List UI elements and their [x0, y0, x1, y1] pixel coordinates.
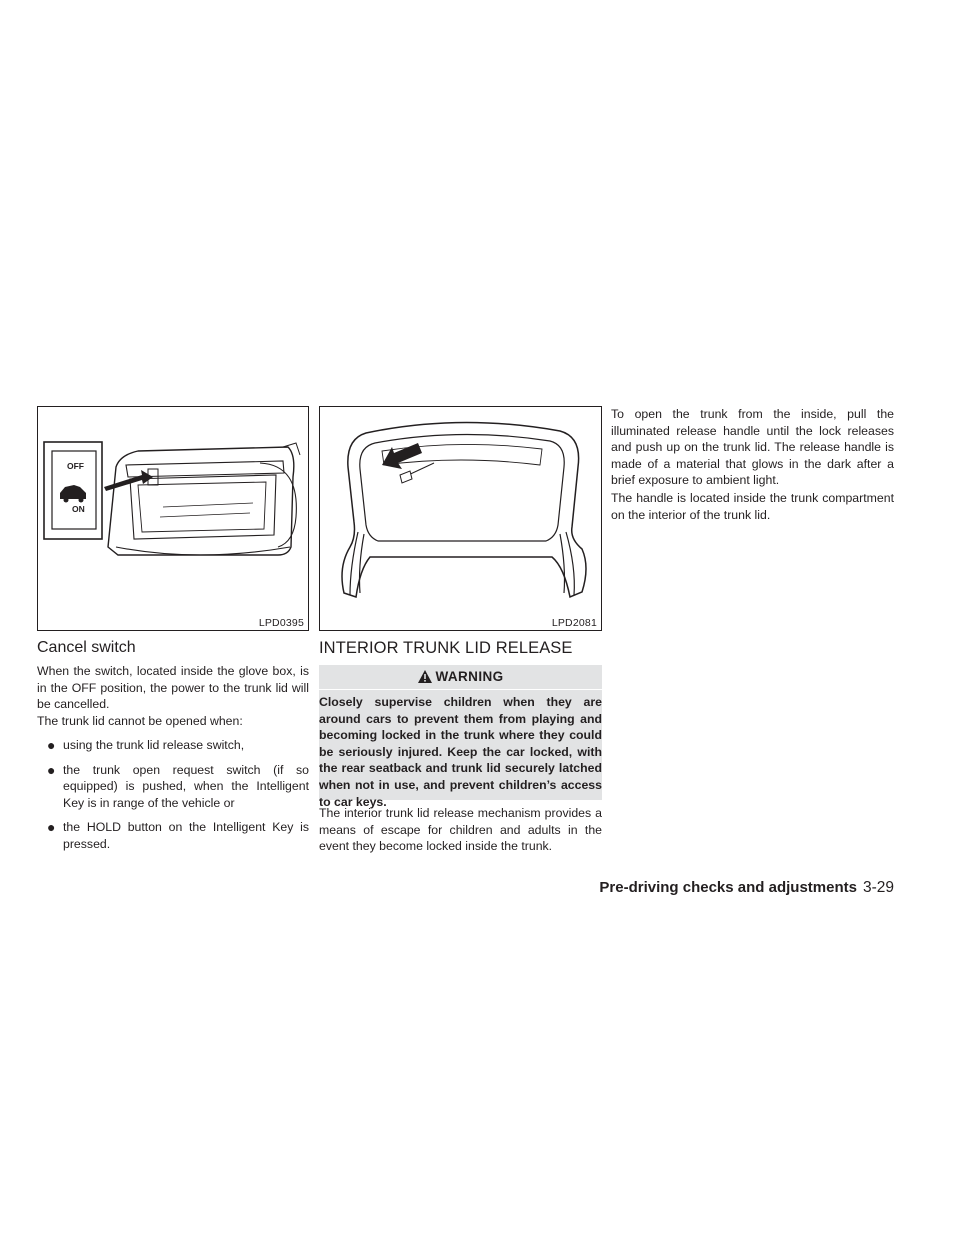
warning-box — [319, 690, 602, 809]
figure-cancel-switch — [37, 406, 309, 631]
warning-text: Closely supervise children when they are around cars to prevent them from playing and becoming locked in the trunk where they could be seriously injured. Keep the car locked, with the rear seatback and trunk lid securely latched when not in use, and prevent children’s access to car keys. — [319, 695, 602, 809]
warning-triangle-icon — [417, 669, 433, 684]
list-item: ● using the trunk lid release switch, — [47, 737, 245, 753]
section-heading-interior-release: INTERIOR TRUNK LID RELEASE — [319, 639, 573, 657]
footer-section-title: Pre-driving checks and adjustments — [599, 879, 857, 896]
switch-on-label: ON — [72, 504, 85, 514]
figure-trunk-lid — [319, 406, 602, 631]
figure-code: LPD0395 — [258, 617, 304, 629]
interior-release-paragraph: The interior trunk lid release mechanism provides a means of escape for children and adults in the event they become locked inside the trunk. — [319, 806, 602, 854]
bullet-icon: ● — [47, 737, 56, 753]
bullet-icon: ● — [47, 761, 56, 778]
warning-title: WARNING — [435, 669, 504, 684]
glove-box-illustration — [38, 407, 308, 630]
open-trunk-paragraph: To open the trunk from the inside, pull the illuminated release handle until the lock releases and push up on the trunk lid. The release handle is made of a material that glows in the dark after a brief exposure to ambient light. — [611, 407, 894, 488]
cancel-switch-intro: The trunk lid cannot be opened when: — [37, 714, 243, 728]
list-item: ● the trunk open request switch (if so equipped) is pushed, when the Intelligent Key is in range of the vehicle or — [47, 761, 309, 810]
warning-header — [319, 665, 602, 689]
figure-code: LPD2081 — [551, 617, 597, 629]
cancel-conditions-list — [37, 737, 309, 861]
handle-location-paragraph: The handle is located inside the trunk compartment on the interior of the trunk lid. — [611, 491, 894, 522]
page-number: 3-29 — [862, 879, 894, 896]
list-item: ● the HOLD button on the Intelligent Key is pressed. — [47, 819, 309, 851]
bullet-icon: ● — [47, 819, 56, 836]
section-heading-cancel-switch: Cancel switch — [37, 639, 136, 656]
trunk-lid-illustration — [320, 407, 601, 630]
page-footer — [599, 878, 894, 898]
cancel-switch-paragraph: When the switch, located inside the glove box, is in the OFF position, the power to the trunk lid will be cancelled. — [37, 664, 309, 712]
switch-off-label: OFF — [67, 461, 84, 471]
